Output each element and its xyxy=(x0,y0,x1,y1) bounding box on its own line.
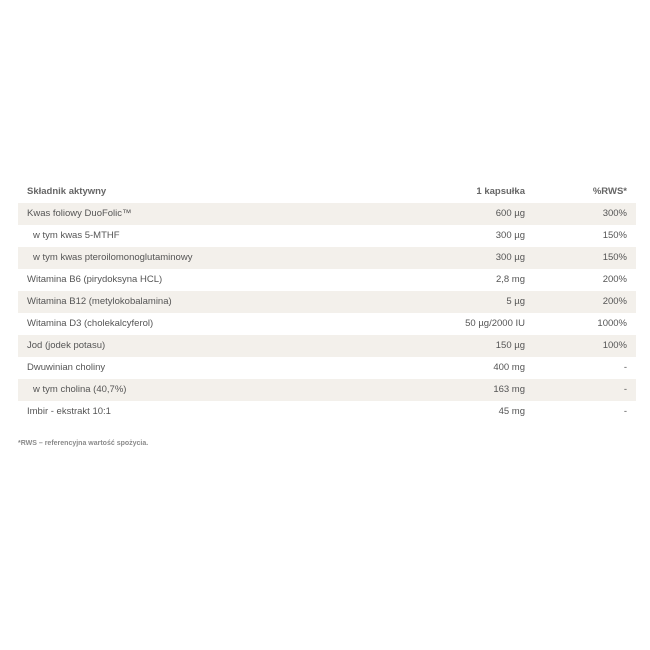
ingredient-rws: 150% xyxy=(602,230,627,241)
table-row xyxy=(18,401,636,423)
ingredient-name: Imbir - ekstrakt 10:1 xyxy=(27,406,111,417)
ingredient-rws: 300% xyxy=(602,208,627,219)
ingredient-dose: 600 µg xyxy=(495,208,525,219)
ingredient-rws: 200% xyxy=(602,274,627,285)
ingredient-dose: 5 µg xyxy=(506,296,525,307)
ingredient-rws: - xyxy=(623,362,627,373)
ingredient-name: Dwuwinian choliny xyxy=(27,362,106,373)
table-row xyxy=(18,379,636,401)
header-ingredient: Składnik aktywny xyxy=(27,186,107,197)
ingredient-name: w tym kwas pteroilomonoglutaminowy xyxy=(33,252,193,263)
header-rws: %RWS* xyxy=(592,186,627,197)
ingredient-dose: 150 µg xyxy=(495,340,525,351)
ingredient-name: w tym cholina (40,7%) xyxy=(33,384,127,395)
ingredient-name: w tym kwas 5-MTHF xyxy=(33,230,120,241)
table-body xyxy=(18,203,636,423)
ingredient-rws: - xyxy=(623,406,627,417)
ingredient-rws: 150% xyxy=(602,252,627,263)
table-row xyxy=(18,247,636,269)
ingredient-rws: - xyxy=(623,384,627,395)
ingredient-dose: 163 mg xyxy=(493,384,525,395)
ingredient-dose: 45 mg xyxy=(498,406,525,417)
table-row xyxy=(18,203,636,225)
table-row xyxy=(18,291,636,313)
ingredient-rws: 1000% xyxy=(597,318,627,329)
ingredient-dose: 300 µg xyxy=(495,252,525,263)
table-row xyxy=(18,313,636,335)
ingredient-dose: 400 mg xyxy=(493,362,525,373)
ingredient-dose: 50 µg/2000 IU xyxy=(465,318,525,329)
ingredient-name: Witamina B12 (metylokobalamina) xyxy=(27,296,172,307)
ingredient-name: Witamina D3 (cholekalcyferol) xyxy=(27,318,154,329)
ingredient-rws: 100% xyxy=(602,340,627,351)
ingredient-name: Jod (jodek potasu) xyxy=(27,340,106,351)
footnote: *RWS – referencyjna wartość spożycia. xyxy=(18,440,149,447)
ingredient-name: Witamina B6 (pirydoksyna HCL) xyxy=(27,274,163,285)
ingredients-table xyxy=(18,181,636,423)
table-row xyxy=(18,225,636,247)
table-header xyxy=(18,181,636,203)
table-row xyxy=(18,335,636,357)
header-dose: 1 kapsułka xyxy=(476,186,525,197)
ingredient-dose: 300 µg xyxy=(495,230,525,241)
ingredient-dose: 2,8 mg xyxy=(495,274,525,285)
table-row xyxy=(18,269,636,291)
table-row xyxy=(18,357,636,379)
ingredient-rws: 200% xyxy=(602,296,627,307)
ingredient-name: Kwas foliowy DuoFolic™ xyxy=(27,208,132,219)
